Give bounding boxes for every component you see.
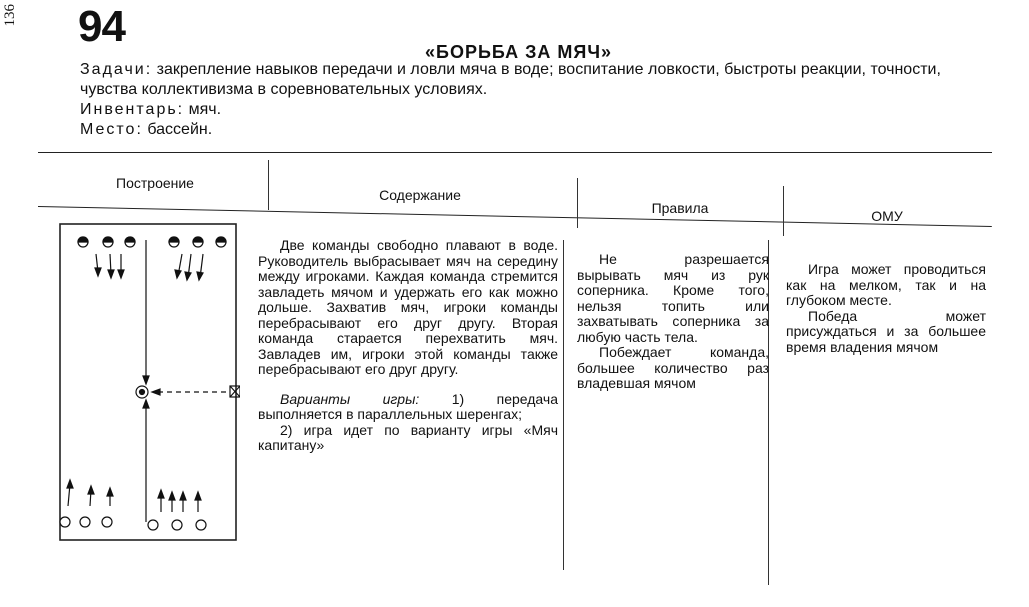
leader-icon [230, 386, 240, 397]
rules-paragraph-1: Не разрешается вырывать мяч из рук соперника. Кроме того, нельзя топить или захватывать соперника за любую часть тела. [577, 251, 769, 345]
team-b-player-icon [196, 520, 206, 530]
pool-outline [60, 224, 236, 540]
variants-paragraph [258, 392, 558, 423]
team-a-player-icon [193, 237, 203, 247]
table-top-rule [38, 152, 992, 153]
arrow-icon [152, 389, 226, 395]
arrow-icon [143, 240, 149, 522]
place-label: Место: [80, 121, 143, 138]
place-line [40, 120, 1000, 140]
team-b-player-icon [80, 517, 90, 527]
team-b-player-icon [102, 517, 112, 527]
omu-paragraph-2: Победа может присуждаться и за большее время владения мячом [786, 307, 986, 355]
place-text: бассейн. [147, 121, 213, 138]
arrow-icon [95, 254, 203, 280]
content-column [258, 238, 558, 454]
formation-scheme [58, 222, 240, 544]
variants-label: Варианты игры: [280, 390, 420, 407]
variant-2: 2) игра идет по варианту игры «Мяч капитану» [258, 421, 558, 453]
variant-1: 1) передача выполняется в параллельных шеренгах; [258, 390, 558, 422]
column-divider-2 [577, 178, 578, 228]
omu-column [786, 262, 986, 355]
team-b-player-icon [60, 517, 70, 527]
inventory-text: мяч. [188, 101, 222, 118]
header-omu: ОМУ [871, 208, 903, 224]
tasks-label: Задачи: [80, 61, 153, 78]
column-divider-3 [783, 186, 784, 236]
tasks-text: закрепление навыков передачи и ловли мяча в воде; воспитание ловкости, быстроты реакции, точности, чувства коллективизма в соревновательных условиях. [80, 61, 941, 98]
header-formation: Построение [116, 175, 194, 191]
omu-paragraph-1: Игра может проводиться как на мелком, так и на глубоком месте. [786, 261, 986, 308]
content-paragraph: Две команды свободно плавают в воде. Руководитель выбрасывает мяч на середину между игроками. Каждая команда стремится завладеть мячом и удержать его как можно дольше. Захватив мяч, игроки команды перебрасывают его друг другу. Вторая команда старается перехватить мяч. Завладев им, игроки этой команды также перебрасывают его друг другу. [258, 237, 558, 377]
page-number: 136 [2, 4, 18, 27]
column-divider-1 [268, 160, 269, 210]
team-a-player-icon [216, 237, 226, 247]
column-divider-2-body [563, 240, 564, 570]
inventory-line [40, 100, 1000, 120]
game-number: 94 [78, 2, 125, 51]
header-content: Содержание [379, 187, 461, 203]
tasks-line [40, 60, 1000, 100]
game-meta [40, 60, 1000, 140]
team-a-player-icon [103, 237, 113, 247]
team-b-player-icon [172, 520, 182, 530]
rules-column [577, 252, 769, 392]
team-a-player-icon [125, 237, 135, 247]
team-a-player-icon [78, 237, 88, 247]
arrow-icon [67, 480, 201, 512]
team-a-player-icon [169, 237, 179, 247]
inventory-label: Инвентарь: [80, 101, 185, 118]
rules-paragraph-2: Побеждает команда, большее количество раз владевшая мячом [577, 344, 769, 391]
header-rules: Правила [651, 200, 709, 216]
team-b-player-icon [148, 520, 158, 530]
team-top [78, 237, 226, 247]
ball-icon [136, 386, 148, 398]
game-title: «БОРЬБА ЗА МЯЧ» [425, 42, 613, 62]
team-bottom [60, 517, 206, 530]
